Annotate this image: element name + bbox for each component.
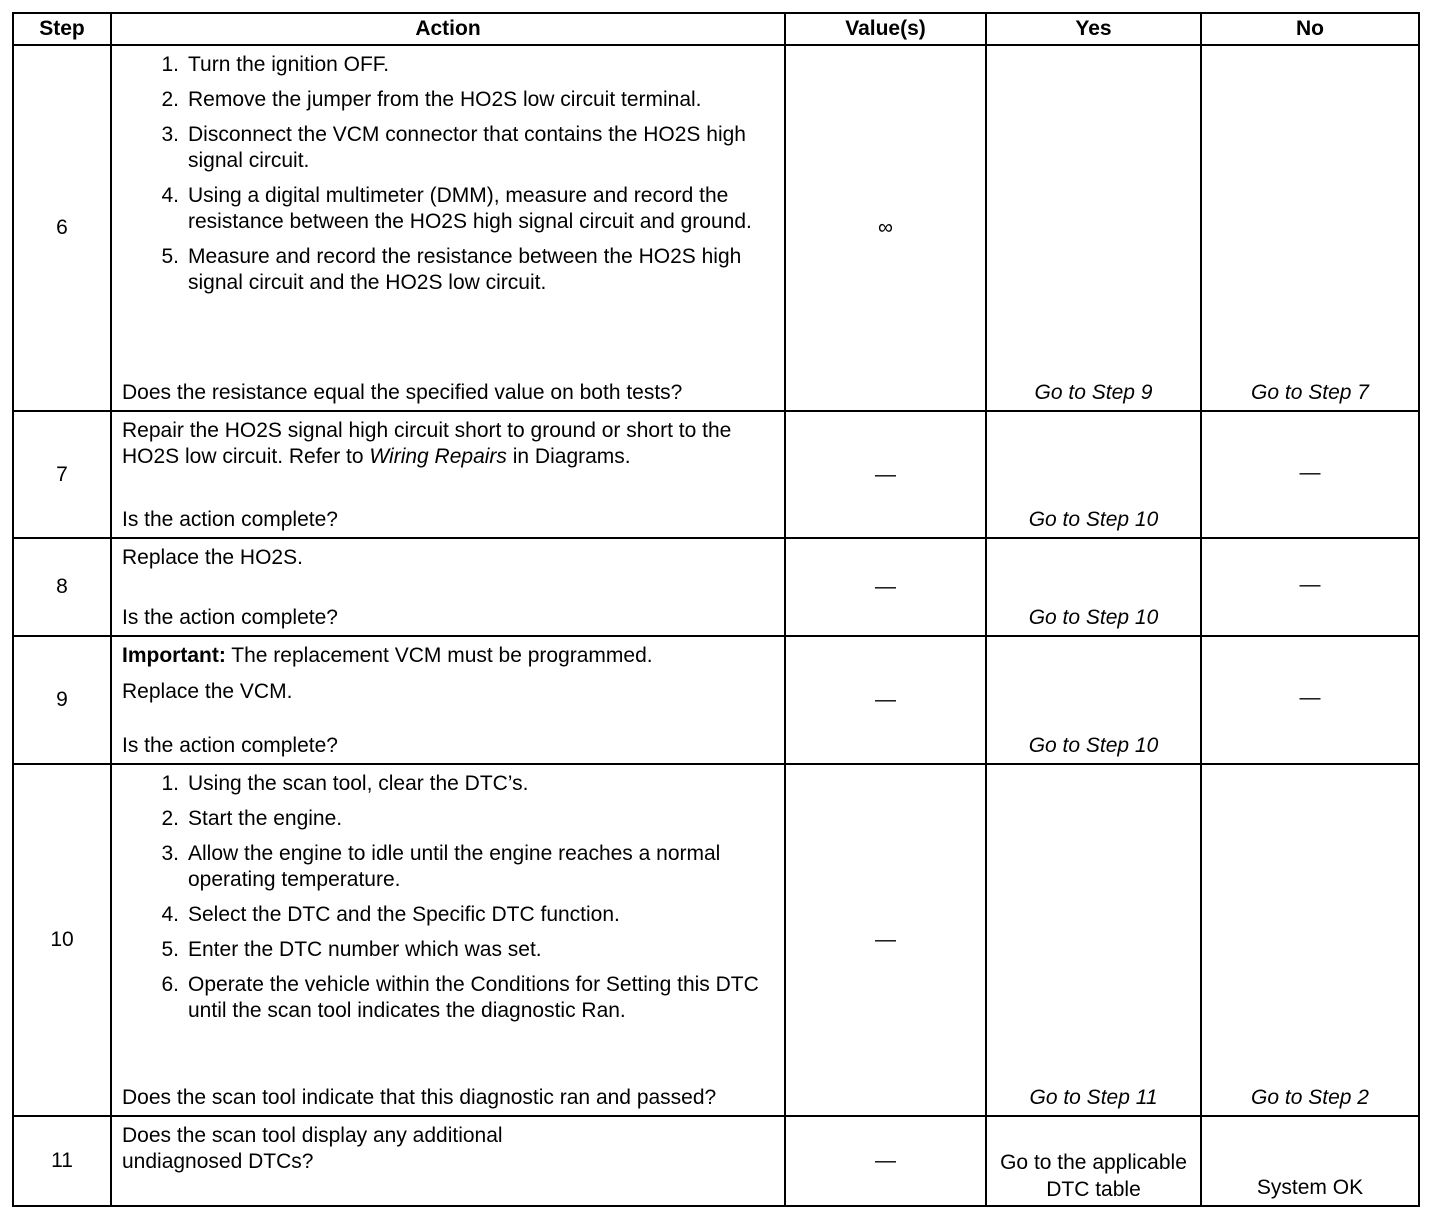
action-content <box>112 765 784 1115</box>
value-cell: — <box>785 411 986 538</box>
step-cell: 11 <box>13 1116 111 1206</box>
no-cell: — <box>1201 636 1419 764</box>
step-number: 1. <box>161 53 179 76</box>
important-label: Important: <box>122 644 226 667</box>
table-row <box>13 636 1419 764</box>
action-question: Is the action complete? <box>122 734 338 757</box>
yes-cell: Go to Step 9 <box>986 45 1201 411</box>
action-question: Does the resistance equal the specified value on both tests? <box>122 381 683 404</box>
step-cell: 7 <box>13 411 111 538</box>
no-cell: Go to Step 2 <box>1201 764 1419 1116</box>
action-content <box>112 1117 784 1205</box>
value-cell: — <box>785 1116 986 1206</box>
step-text: Select the DTC and the Specific DTC function. <box>188 903 620 926</box>
step-number: 4. <box>161 184 179 207</box>
yes-cell: Go to Step 10 <box>986 636 1201 764</box>
action-text: Replace the VCM. <box>122 680 293 703</box>
value-cell: ∞ <box>785 45 986 411</box>
header-no: No <box>1201 13 1419 45</box>
step-text: Using the scan tool, clear the DTC’s. <box>188 772 529 795</box>
step-text: Allow the engine to idle until the engine reaches a normal operating temperature. <box>188 842 721 891</box>
action-step-item <box>122 122 774 174</box>
step-text: Disconnect the VCM connector that contains the HO2S high signal circuit. <box>188 123 746 172</box>
step-text: Measure and record the resistance between the HO2S high signal circuit and the HO2S low circuit. <box>188 245 742 294</box>
step-number: 2. <box>161 88 179 111</box>
action-step-item <box>122 87 774 113</box>
action-cell <box>111 411 785 538</box>
action-step-item <box>122 52 774 78</box>
yes-cell: Go to Step 10 <box>986 538 1201 636</box>
header-yes: Yes <box>986 13 1201 45</box>
action-step-item <box>122 902 774 928</box>
action-text <box>122 418 774 470</box>
step-number: 1. <box>161 772 179 795</box>
step-cell: 9 <box>13 636 111 764</box>
table-row <box>13 411 1419 538</box>
step-number: 3. <box>161 123 179 146</box>
step-text: Remove the jumper from the HO2S low circuit terminal. <box>188 88 702 111</box>
action-question: Is the action complete? <box>122 508 338 531</box>
action-steps <box>122 52 774 305</box>
header-step: Step <box>13 13 111 45</box>
action-text: Replace the HO2S. <box>122 546 303 569</box>
important-text: The replacement VCM must be programmed. <box>225 644 653 667</box>
step-number: 6. <box>161 973 179 996</box>
action-steps <box>122 771 774 1033</box>
step-cell: 6 <box>13 45 111 411</box>
table-row <box>13 1116 1419 1206</box>
action-text-part: Repair the HO2S signal high circuit short to ground or short to the HO2S low circuit. Refer to <box>122 419 732 468</box>
step-number: 5. <box>161 938 179 961</box>
yes-cell: Go to Step 11 <box>986 764 1201 1116</box>
step-number: 4. <box>161 903 179 926</box>
action-step-item <box>122 771 774 797</box>
step-number: 2. <box>161 807 179 830</box>
step-text: Using a digital multimeter (DMM), measure and record the resistance between the HO2S high signal circuit and ground. <box>188 184 752 233</box>
important-note <box>122 643 774 669</box>
action-content <box>112 539 784 635</box>
action-content <box>112 637 784 763</box>
table-row <box>13 45 1419 411</box>
action-step-item <box>122 806 774 832</box>
action-step-item <box>122 183 774 235</box>
action-question: Is the action complete? <box>122 606 338 629</box>
no-cell: Go to Step 7 <box>1201 45 1419 411</box>
header-row <box>13 13 1419 45</box>
step-cell: 8 <box>13 538 111 636</box>
yes-cell: Go to Step 10 <box>986 411 1201 538</box>
value-cell: — <box>785 636 986 764</box>
action-text-part: Wiring Repairs <box>369 445 507 468</box>
action-cell <box>111 538 785 636</box>
no-cell: — <box>1201 411 1419 538</box>
action-step-item <box>122 244 774 296</box>
action-content <box>112 412 784 537</box>
value-cell: — <box>785 538 986 636</box>
table-row <box>13 538 1419 636</box>
action-cell <box>111 45 785 411</box>
action-cell <box>111 764 785 1116</box>
step-text: Operate the vehicle within the Conditions for Setting this DTC until the scan tool indicates the diagnostic Ran. <box>188 973 759 1022</box>
step-number: 3. <box>161 842 179 865</box>
action-content <box>112 46 784 410</box>
action-step-item <box>122 937 774 963</box>
header-values: Value(s) <box>785 13 986 45</box>
no-cell: — <box>1201 538 1419 636</box>
step-number: 5. <box>161 245 179 268</box>
action-step-item <box>122 972 774 1024</box>
action-cell <box>111 636 785 764</box>
action-text-part: in Diagrams. <box>506 445 631 468</box>
step-text: Enter the DTC number which was set. <box>188 938 542 961</box>
yes-cell: Go to the applicable DTC table <box>986 1116 1201 1206</box>
diagnostic-table <box>12 12 1420 1207</box>
action-question: Does the scan tool display any additional undiagnosed DTCs? <box>122 1124 503 1173</box>
step-text: Turn the ignition OFF. <box>188 53 390 76</box>
no-cell: System OK <box>1201 1116 1419 1206</box>
value-cell: — <box>785 764 986 1116</box>
table-row <box>13 764 1419 1116</box>
header-action: Action <box>111 13 785 45</box>
action-cell <box>111 1116 785 1206</box>
step-cell: 10 <box>13 764 111 1116</box>
action-step-item <box>122 841 774 893</box>
action-question: Does the scan tool indicate that this diagnostic ran and passed? <box>122 1086 717 1109</box>
step-text: Start the engine. <box>188 807 343 830</box>
